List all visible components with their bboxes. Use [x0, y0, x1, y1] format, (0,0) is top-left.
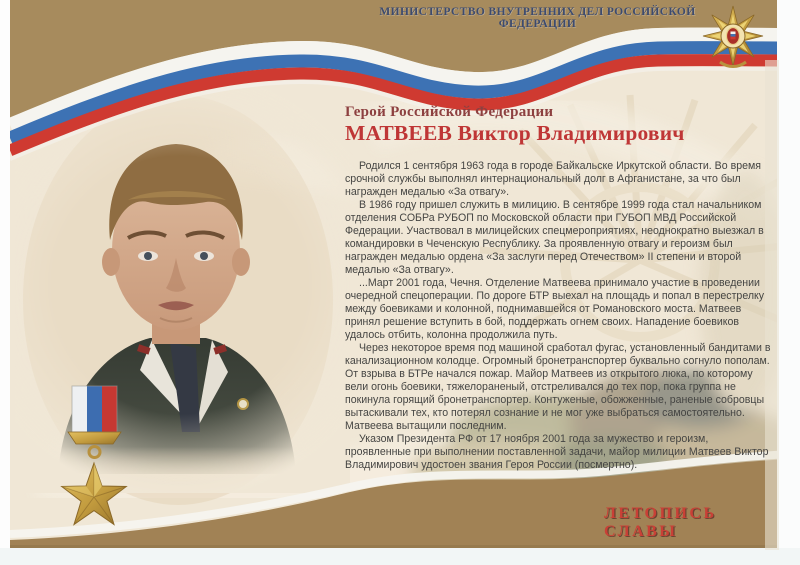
- bio-paragraph: ...Март 2001 года, Чечня. Отделение Матвеева принимало участие в проведении очередной спецоперации. По дороге БТР выехал на площадь и попал в перестрелку между боевиками и колонной, поднимавшейся от Романовского моста. Матвеев принял решение вступить в бой, поддержать огнем своих. Нападение боевиков удалось отбить, колонна продолжила путь.: [345, 277, 765, 341]
- honor-title: Герой Российской Федерации: [345, 104, 554, 120]
- hero-name: МАТВЕЕВ Виктор Владимирович: [345, 121, 685, 145]
- ministry-header: МИНИСТЕРСТВО ВНУТРЕННИХ ДЕЛ РОССИЙСКОЙ ФЕДЕРАЦИИ: [379, 6, 696, 30]
- page-margin-left: [0, 0, 10, 565]
- biography-text: [345, 160, 777, 472]
- page-margin-right: [777, 0, 800, 565]
- page-margin-bottom: [0, 548, 800, 565]
- portrait-photo: [15, 78, 350, 505]
- bio-paragraph: В 1986 году пришел служить в милицию. В сентябре 1999 года стал начальником отделения СОБРа РУБОП по Московской области при ГУБОП МВД Российской Федерации. Участвовал в милицейских спецмероприятиях, неоднократно выезжал в командировки в Чеченскую Республику. За проявленную отвагу и героизм был награжден медалью ордена «За заслуги перед Отечеством» II степени и второй медалью «За отвагу».: [345, 199, 764, 276]
- bio-paragraph: Указом Президента РФ от 17 ноября 2001 года за мужество и героизм, проявленные при выполнении поставленной задачи, майор милиции Матвеев Виктор Владимирович удостоен звания Героя России (посмертно).: [345, 433, 769, 471]
- bio-paragraph: Родился 1 сентября 1963 года в городе Байкальске Иркутской области. Во время срочной службы выполнял интернациональный долг в Афганистане, за что был награжден медалью «За отвагу».: [345, 160, 762, 198]
- series-title: ЛЕТОПИСЬ СЛАВЫ: [604, 505, 717, 540]
- bio-paragraph: Через некоторое время под машиной сработал фугас, установленный бандитами в канализационном колодце. Огромный бронетранспортер буквально согнуло пополам. От взрыва в БТРе начался пожар. Майор Матвеев из открытого люка, по которому вели огонь боевики, тяжелораненый, отстреливался до тех пор, пока группа не покинула горящий бронетранспортер. Контуженые, обожженные, раненые собровцы вытаскивали тех, кто потерял сознание и не мог уже выбраться самостоятельно. Матвеева вытащили последним.: [345, 342, 771, 432]
